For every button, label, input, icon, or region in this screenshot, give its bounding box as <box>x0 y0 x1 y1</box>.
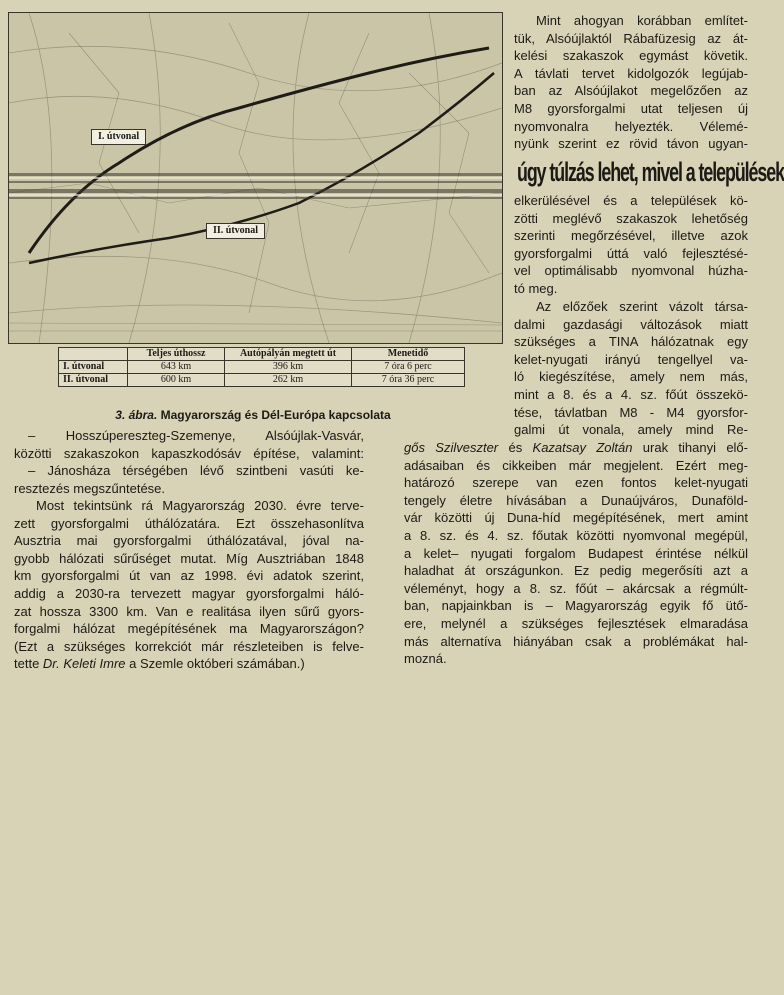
table-row <box>59 374 465 387</box>
text-line: ere, melynél a szükséges fejlesztések elmaradása <box>404 615 748 631</box>
text-line: közötti szakaszokon kapaszkodósáv építése, valamint: <box>14 445 364 461</box>
text-line: zat hossza 3300 km. Van e realitása ilyen sűrű gyors- <box>14 603 364 619</box>
text-line: Ausztria mai gyorsforgalmi úthálózatával, jóval na- <box>14 533 364 549</box>
route-map <box>8 12 503 344</box>
table-header-cell: Menetidő <box>352 348 465 361</box>
figure-caption <box>8 408 498 422</box>
list-item: – Hosszúpereszteg-Szemenye, Alsóújlak-Vasvár, <box>28 428 364 443</box>
right-paragraph-2 <box>514 298 748 439</box>
table-header-cell <box>59 348 128 361</box>
left-paragraph <box>14 497 364 673</box>
author-name: Dr. Keleti Imre <box>42 656 126 672</box>
text-line: haladhat át országunkon. Ez pedig megerősíti azt a <box>404 563 748 579</box>
text-line: zötti meglévő szakaszok lehetőség <box>514 210 748 226</box>
list-item: – Jánosháza térségében lévő szintbeni vasúti ke- <box>28 463 364 479</box>
text-line: ban az Alsóújlakot megelőzően az <box>514 83 748 99</box>
text-line: a kelet– nyugati forgalom Budapest érintése nélkül <box>404 545 748 561</box>
text-fragment: urak tihanyi elő- <box>632 440 748 455</box>
text-line <box>14 655 364 673</box>
right-paragraph-1 <box>514 12 748 153</box>
text-line: gyobb hálózati sűrűséget mutat. Míg Ausztriában 1848 <box>14 550 364 566</box>
text-line: km gyorsforgalmi út van az 1998. évi adatok szerint, <box>14 568 364 584</box>
text-fragment: a Szemle októberi számában.) <box>125 656 305 672</box>
route-1-label: I. útvonal <box>91 129 146 145</box>
text-line: tó meg. <box>514 280 558 296</box>
author-name: gős Szilveszter <box>404 440 499 455</box>
text-line <box>404 439 748 457</box>
text-line: addig a 2030-ra tervezett magyar gyorsforgalmi háló- <box>14 585 364 601</box>
text-line: ban, napjainkban is – Magyarország egyik fő ütő- <box>404 598 748 614</box>
table-header-cell: Autópályán megtett út <box>225 348 352 361</box>
text-line: határozó szerepe van ezen fontos kelet-nyugati <box>404 475 748 491</box>
text-line: kelet-nyugati irányú tengellyel va- <box>514 351 748 367</box>
text-fragment: és <box>498 440 533 455</box>
text-line: kelési szakaszok egymást követik. <box>514 48 748 64</box>
text-line: véleményt, hogy a 8. sz. főút – akárcsak a régmúlt- <box>404 580 748 596</box>
route-2-label: II. útvonal <box>206 223 265 239</box>
caption-label: 3. ábra. <box>115 408 158 422</box>
text-line: a 8. sz. és 4. sz. főutak közötti nyomvonal megépül, <box>404 527 748 543</box>
text-line: ló kiegészítése, amely nem más, <box>514 369 748 385</box>
text-line: zett gyorsforgalmi úthálózatára. Ezt összehasonlítva <box>14 515 364 531</box>
text-line: M8 gyorsforgalmi utat teljesen új <box>514 100 748 116</box>
text-line: Most tekintsünk rá Magyarország 2030. évre terve- <box>36 498 364 513</box>
route-comparison-table <box>58 347 465 387</box>
text-line: más alternatíva hiányában csak a problémákat hal- <box>404 633 748 649</box>
text-line: dalmi gazdasági változások miatt <box>514 316 748 332</box>
table-cell: 7 óra 6 perc <box>352 361 465 374</box>
text-line: A távlati tervet kidolgozók legújab- <box>514 65 748 81</box>
table-cell: I. útvonal <box>59 361 128 374</box>
text-line: nyomvonalra helyezték. Vélemé- <box>514 118 748 134</box>
text-fragment: tette <box>14 656 43 672</box>
table-cell: 600 km <box>128 374 225 387</box>
text-line: nyünk szerint ez rövid távon ugyan- <box>514 136 748 152</box>
table-cell: 396 km <box>225 361 352 374</box>
text-line: resztezés megszűntetése. <box>14 480 166 496</box>
text-line: vár közötti új Duna-híd megépítésének, mert amint <box>404 510 748 526</box>
table-cell: II. útvonal <box>59 374 128 387</box>
text-line: tük, Alsóújlaktól Rábafüzesig az át- <box>514 30 748 46</box>
right-paragraph-1-cont <box>514 192 748 298</box>
distorted-text-line: úgy túlzás lehet, mivel a települések <box>517 157 784 187</box>
text-line: tengely életre hívásában a Dunaújváros, Dunaföld- <box>404 492 748 508</box>
text-line: mint a 8. és a 4. sz. főút összekö- <box>514 386 748 402</box>
text-line: vel optimálisabb nyomvonal húzha- <box>514 263 748 279</box>
table-row <box>59 361 465 374</box>
right-paragraph-2-wide <box>404 439 748 668</box>
table-cell: 7 óra 36 perc <box>352 374 465 387</box>
text-line: (Ezt a szükséges korrekciót már részleteiben is felve- <box>14 638 364 654</box>
table-header-row <box>59 348 465 361</box>
table-cell: 643 km <box>128 361 225 374</box>
text-line: elkerülésével és a települések kö- <box>514 193 748 208</box>
distorted-line-wrapper <box>517 155 784 191</box>
figure-3 <box>8 12 501 422</box>
text-line: Mint ahogyan korábban említet- <box>536 13 748 28</box>
text-line: Az előzőek szerint vázolt társa- <box>536 299 748 314</box>
text-line: galmi út vonala, amely mind Re- <box>514 422 748 438</box>
table-header-cell: Teljes úthossz <box>128 348 225 361</box>
author-name: Kazatsay Zoltán <box>532 440 633 455</box>
text-line: gyorsforgalmi úttá való fejlesztésé- <box>514 245 748 261</box>
text-line: tése, távlatban M8 - M4 gyorsfor- <box>514 404 748 420</box>
text-line: forgalmi hálózat megépítésének ma Magyarországon? <box>14 621 364 637</box>
left-list <box>14 427 364 497</box>
table-cell: 262 km <box>225 374 352 387</box>
map-graphic <box>9 13 502 343</box>
caption-text: Magyarország és Dél-Európa kapcsolata <box>157 408 391 422</box>
text-line: szerinti megőrzésével, illetve azok <box>514 228 748 244</box>
text-line: adásaiban és cikkeiben már megjelent. Ezért meg- <box>404 457 748 473</box>
text-line: szükséges a TINA hálózatnak egy <box>514 334 748 350</box>
text-line: mozná. <box>404 651 447 667</box>
